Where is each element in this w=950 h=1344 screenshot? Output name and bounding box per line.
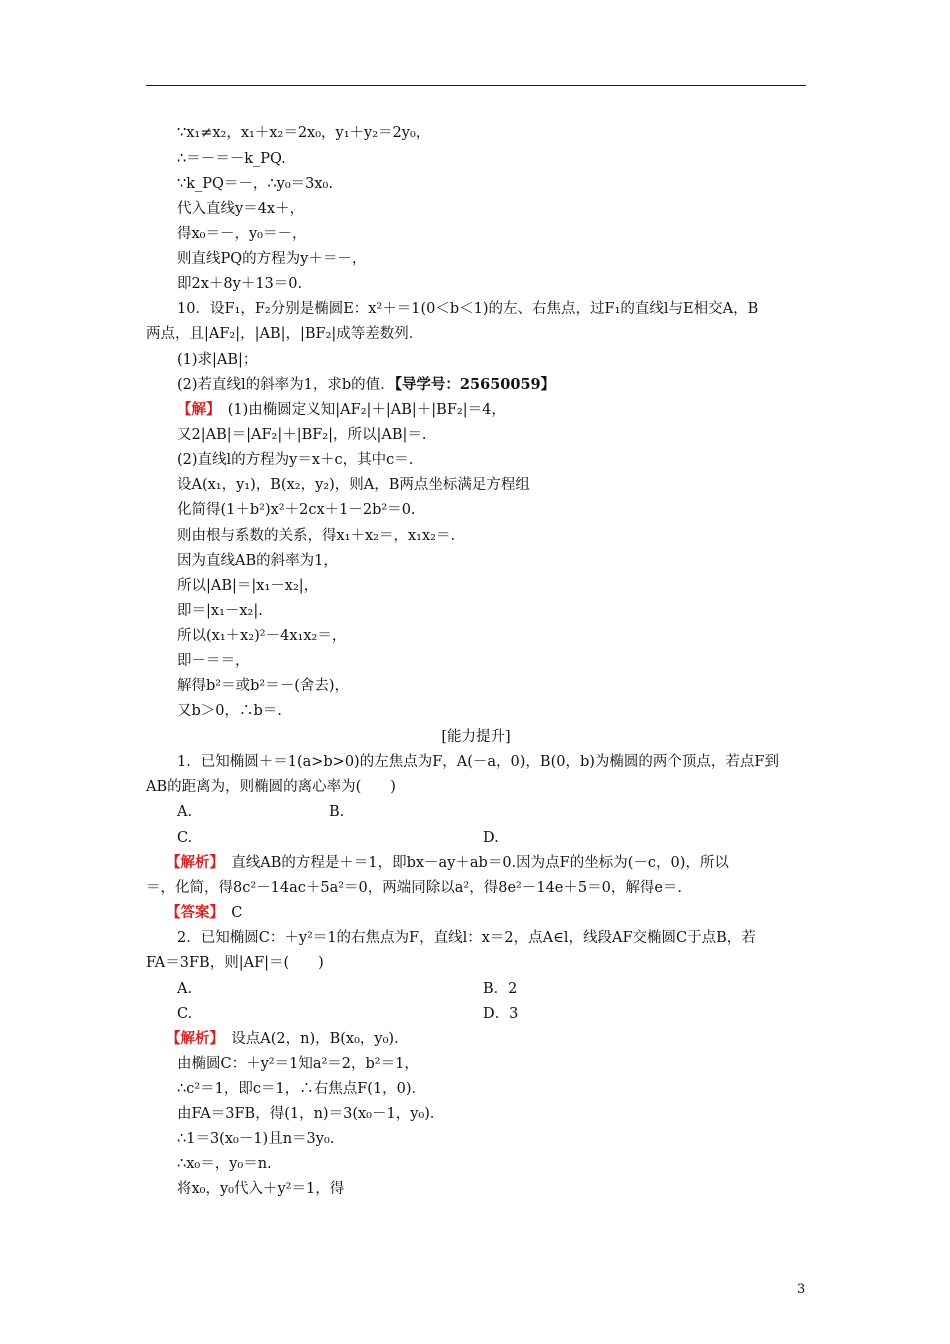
text-line: (2)直线l的方程为y＝x＋c，其中c＝. xyxy=(177,452,414,468)
analysis-label: 【解析】 xyxy=(166,854,217,871)
text-line: FA＝3FB，则|AF|＝( ) xyxy=(146,955,324,971)
option-b: B. xyxy=(329,804,345,820)
text-line: ∴x₀＝，y₀＝n. xyxy=(177,1156,272,1172)
page-number: 3 xyxy=(797,1282,806,1297)
text-line xyxy=(166,854,729,872)
text-line xyxy=(177,401,506,419)
answer-value: C xyxy=(231,905,243,921)
text-span: (1)由椭圆定义知|AF₂|＋|AB|＋|BF₂|＝4， xyxy=(227,402,506,418)
text-line: 则直线PQ的方程为y＋＝－， xyxy=(177,251,367,267)
solution-label: 【解】 xyxy=(177,401,214,418)
text-line: 则由根与系数的关系，得x₁＋x₂＝，x₁x₂＝. xyxy=(177,528,456,544)
text-line: ∵x₁≠x₂，x₁＋x₂＝2x₀，y₁＋y₂＝2y₀， xyxy=(177,125,431,141)
reference-number: 【导学号：25650059】 xyxy=(394,376,556,393)
text-line: 又2|AB|＝|AF₂|＋|BF₂|，所以|AB|＝. xyxy=(177,427,427,443)
problem-1-statement: 1．已知椭圆＋＝1(a>b>0)的左焦点为F，A(－a，0)，B(0，b)为椭圆的两个顶点，若点F到 xyxy=(177,754,779,770)
text-span: (2)若直线l的斜率为1，求b的值． xyxy=(177,377,395,393)
text-span: 直线AB的方程是＋＝1，即bx－ay＋ab＝0.因为点F的坐标为(－c，0)，所以 xyxy=(231,855,729,871)
text-line: 所以|AB|＝|x₁－x₂|， xyxy=(177,578,319,594)
text-line: 即－＝＝， xyxy=(177,653,250,669)
text-line: 即＝|x₁－x₂|. xyxy=(177,603,263,619)
option-d: D. xyxy=(483,830,499,846)
text-line: (1)求|AB|； xyxy=(177,352,258,368)
text-line: 得x₀＝－，y₀＝－， xyxy=(177,226,307,242)
text-line: 将x₀，y₀代入＋y²＝1，得 xyxy=(177,1181,345,1197)
text-line: 两点，且|AF₂|，|AB|，|BF₂|成等差数列． xyxy=(146,326,424,342)
analysis-label: 【解析】 xyxy=(166,1030,217,1047)
text-line xyxy=(177,376,555,394)
option-a: A. xyxy=(177,981,193,997)
text-line xyxy=(166,904,242,922)
option-a: A. xyxy=(177,804,193,820)
text-line: 所以(x₁＋x₂)²－4x₁x₂＝， xyxy=(177,628,347,644)
text-line: ∴＝－＝－k_PQ. xyxy=(177,151,286,167)
option-b: B．2 xyxy=(483,981,518,997)
section-heading: [能力提升] xyxy=(441,729,511,745)
header-rule xyxy=(146,85,806,86)
text-line: 因为直线AB的斜率为1， xyxy=(177,553,338,569)
text-line: 由椭圆C：＋y²＝1知a²＝2，b²＝1， xyxy=(177,1056,419,1072)
text-line: 由FA＝3FB，得(1，n)＝3(x₀－1，y₀)． xyxy=(177,1106,445,1122)
text-line: 设A(x₁，y₁)，B(x₂，y₂)，则A，B两点坐标满足方程组 xyxy=(177,477,530,493)
problem-10-statement: 10．设F₁，F₂分别是椭圆E：x²＋＝1(0＜b＜1)的左、右焦点，过F₁的直线l与E相交A，B xyxy=(177,301,759,317)
text-line: 化简得(1＋b²)x²＋2cx＋1－2b²＝0. xyxy=(177,502,416,518)
text-line xyxy=(166,1030,409,1048)
text-line: ∴1＝3(x₀－1)且n＝3y₀. xyxy=(177,1131,335,1147)
text-line: ＝，化简，得8c²－14ac＋5a²＝0，两端同除以a²，得8e²－14e＋5＝0，解得e＝. xyxy=(146,880,683,896)
text-span: 设点A(2，n)，B(x₀，y₀)． xyxy=(231,1031,409,1047)
text-line: 即2x＋8y＋13＝0. xyxy=(177,276,303,292)
answer-label: 【答案】 xyxy=(166,904,217,921)
option-d: D．3 xyxy=(483,1006,519,1022)
text-line: AB的距离为，则椭圆的离心率为( ) xyxy=(146,779,396,795)
text-line: ∵k_PQ＝－，∴y₀＝3x₀. xyxy=(177,176,333,192)
text-line: 代入直线y＝4x＋， xyxy=(177,201,305,217)
problem-2-statement: 2．已知椭圆C：＋y²＝1的右焦点为F，直线l：x＝2，点A∈l，线段AF交椭圆C于点B，若 xyxy=(177,930,756,946)
text-line: ∴c²＝1，即c＝1，∴右焦点F(1，0)． xyxy=(177,1081,427,1097)
text-line: 解得b²＝或b²＝－(舍去)， xyxy=(177,678,350,694)
text-line: 又b＞0，∴b＝. xyxy=(177,703,282,719)
option-c: C. xyxy=(177,1006,193,1022)
option-c: C. xyxy=(177,830,193,846)
